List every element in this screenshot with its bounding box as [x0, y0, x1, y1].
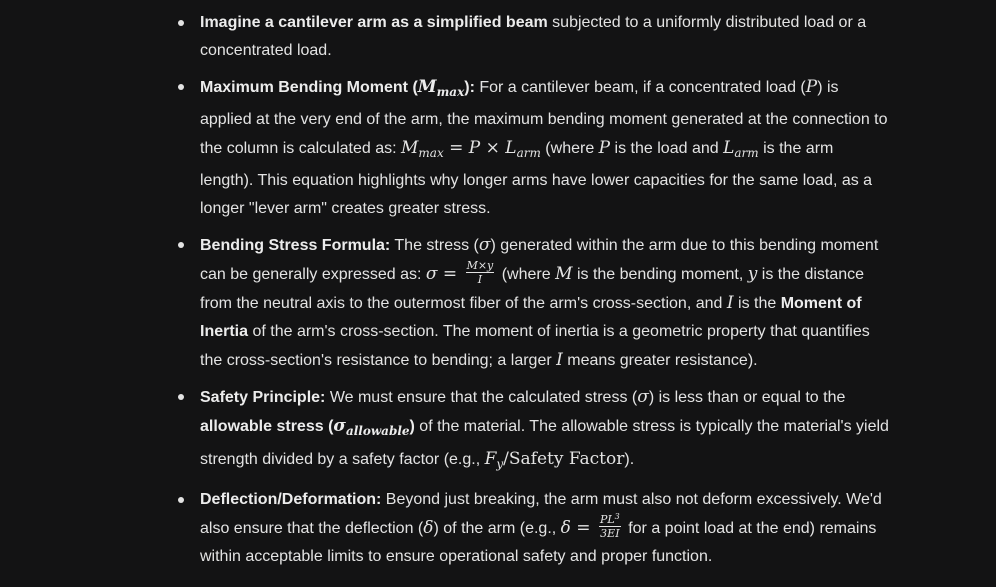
item-text: (where — [497, 266, 556, 283]
math-symbol: M — [417, 77, 437, 97]
item-emphasis: Moment of Inertia — [200, 295, 862, 340]
list-item — [200, 486, 890, 571]
bullet-icon — [178, 84, 184, 90]
item-text: for a point load at the end) remains within acceptable limits to ensure operational safety and proper function. — [200, 520, 877, 565]
equation: δ = — [560, 518, 596, 538]
item-text: of the material. The allowable stress is typically the material's yield strength divided by a safety factor (e.g., — [200, 418, 889, 468]
fraction: $\frac{PL^3}{3EI}$ — [599, 512, 620, 541]
item-text: The stress ( — [390, 237, 479, 254]
item-text: is the bending moment, — [572, 266, 748, 283]
bullet-list — [200, 9, 890, 579]
item-text: We must ensure that the calculated stress ( — [325, 389, 638, 406]
math-symbol: L — [723, 138, 735, 158]
item-text: For a cantilever beam, if a concentrated load ( — [474, 79, 806, 96]
math-symbol: y — [747, 264, 758, 284]
item-emphasis: allowable stress $(\sigma_{allowable})$ — [200, 416, 415, 438]
item-text: means greater resistance). — [562, 352, 758, 369]
math-symbol: F — [484, 449, 497, 469]
item-text: ) is less than or equal to the — [648, 389, 846, 406]
equation: σ = — [425, 264, 463, 284]
item-text: ) of the arm (e.g., — [433, 520, 561, 537]
item-heading: Safety Principle: — [200, 389, 326, 406]
math-subscript: allowable — [345, 424, 410, 438]
list-item — [200, 73, 890, 223]
item-text: ) generated within the arm due to this bending moment can be generally expressed as: — [200, 237, 879, 283]
list-item — [200, 231, 890, 375]
equation: $M_{max} = P \times L_{arm}$ — [401, 138, 541, 160]
math-symbol: σ — [478, 235, 491, 255]
math-subscript: arm — [734, 146, 759, 160]
math-symbol: σ — [637, 387, 649, 407]
item-text: is the — [733, 295, 781, 312]
bullet-icon — [178, 242, 184, 248]
item-text: is the distance from the neutral axis to the outermost fiber of the arm's cross-section, and — [200, 266, 865, 312]
math-symbol: P — [805, 77, 818, 97]
math-subscript: max — [436, 85, 465, 99]
item-text: of the arm's cross-section. The moment of inertia is a geometric property that quantifies the cross-section's resistance to bending; a larger — [200, 323, 870, 369]
list-item — [200, 383, 890, 478]
item-heading: Deflection/Deformation: — [200, 491, 382, 508]
math-text: /Safety Factor — [503, 449, 625, 469]
item-text: ). — [624, 451, 635, 468]
math-symbol: M — [555, 264, 573, 284]
item-text: is the arm length). This equation highlights why longer arms have lower capacities for the same load, as a longer "lever arm" creates greater stress. — [200, 140, 873, 217]
math-symbol: δ — [423, 518, 434, 538]
math-symbol: I — [556, 350, 563, 370]
fraction: $\frac{M\times y}{I}$ — [466, 259, 494, 287]
bullet-icon — [178, 497, 184, 503]
math-symbol: σ — [333, 416, 346, 436]
bullet-icon — [178, 394, 184, 400]
item-text: (where — [540, 140, 599, 157]
bullet-icon — [178, 20, 184, 26]
list-item — [200, 9, 890, 65]
math-subscript: y — [496, 457, 504, 471]
math-symbol: I — [726, 293, 734, 313]
item-text: Beyond just breaking, the arm must also not deform excessively. We'd also ensure that the deflection ( — [200, 491, 882, 537]
item-heading: Bending Stress Formula: — [200, 237, 391, 254]
math-symbol: P — [598, 138, 611, 158]
item-text: subjected to a uniformly distributed load or a concentrated load. — [200, 14, 867, 59]
item-text: is the load and — [610, 140, 724, 157]
item-heading: Maximum Bending Moment $(M_{max})$: — [200, 77, 475, 99]
item-text: ) is applied at the very end of the arm, the maximum bending moment generated at the connection to the column is calculated as: — [200, 79, 888, 157]
item-heading: Imagine a cantilever arm as a simplified beam — [200, 14, 548, 31]
